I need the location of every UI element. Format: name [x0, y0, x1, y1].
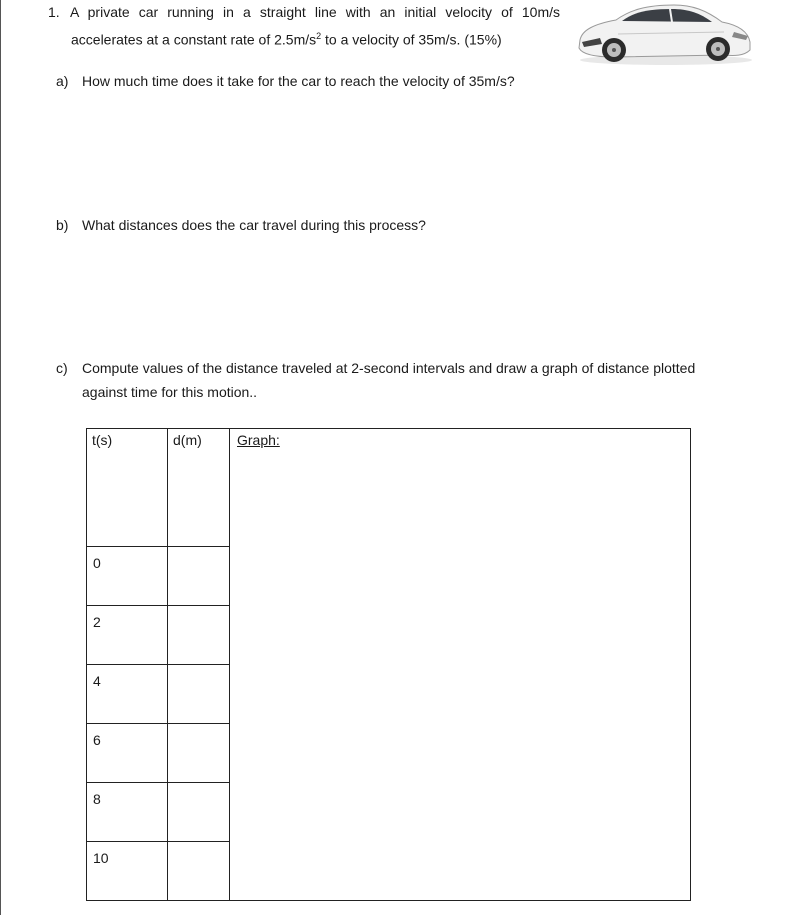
- distance-time-table: [86, 428, 691, 901]
- graph-area[interactable]: [230, 429, 691, 901]
- distance-answer-cell[interactable]: [168, 783, 230, 842]
- question-text-line-2-pre: accelerates at a constant rate of 2.5m/s: [71, 31, 317, 48]
- time-cell: [87, 724, 168, 783]
- header-time-cell: [87, 429, 168, 547]
- graph-label: Graph:: [237, 432, 280, 448]
- question-text-line-1: A private car running in a straight line with an initial velocity of 10m/s: [70, 4, 560, 20]
- part-a-label: a): [56, 73, 69, 89]
- distance-answer-cell[interactable]: [168, 665, 230, 724]
- time-cell: [87, 842, 168, 901]
- part-c-text-line-2: against time for this motion..: [82, 384, 258, 400]
- time-value: 10: [93, 850, 109, 866]
- distance-answer-cell[interactable]: [168, 724, 230, 783]
- question-1: [48, 0, 560, 52]
- part-c-label: c): [56, 360, 68, 376]
- part-a: [56, 69, 515, 93]
- time-value: 2: [93, 614, 101, 630]
- part-a-text: How much time does it take for the car to reach the velocity of 35m/s?: [82, 73, 515, 89]
- time-value: 6: [93, 732, 101, 748]
- part-c-text-line-1: Compute values of the distance traveled at 2-second intervals and draw a graph of distance plotted: [82, 360, 696, 376]
- distance-answer-cell[interactable]: [168, 547, 230, 606]
- question-line-1: [48, 0, 560, 24]
- car-image: [574, 0, 754, 68]
- part-b: [56, 213, 426, 237]
- time-value: 4: [93, 673, 101, 689]
- header-distance: d(m): [173, 432, 202, 448]
- question-text-line-2-post: to a velocity of 35m/s. (15%): [321, 31, 502, 48]
- time-cell: [87, 547, 168, 606]
- part-c-text: [82, 356, 732, 404]
- time-value: 0: [93, 555, 101, 571]
- time-cell: [87, 665, 168, 724]
- part-b-text: What distances does the car travel during this process?: [82, 217, 426, 233]
- squared-superscript: 2: [316, 31, 322, 41]
- part-b-label: b): [56, 217, 69, 233]
- page-left-edge: [0, 0, 1, 915]
- part-c: [56, 356, 736, 404]
- question-line-2: [48, 24, 560, 52]
- distance-answer-cell[interactable]: [168, 606, 230, 665]
- header-distance-cell: [168, 429, 230, 547]
- time-cell: [87, 783, 168, 842]
- time-value: 8: [93, 791, 101, 807]
- distance-answer-cell[interactable]: [168, 842, 230, 901]
- header-time: t(s): [92, 432, 113, 448]
- question-number: 1.: [48, 4, 60, 20]
- time-cell: [87, 606, 168, 665]
